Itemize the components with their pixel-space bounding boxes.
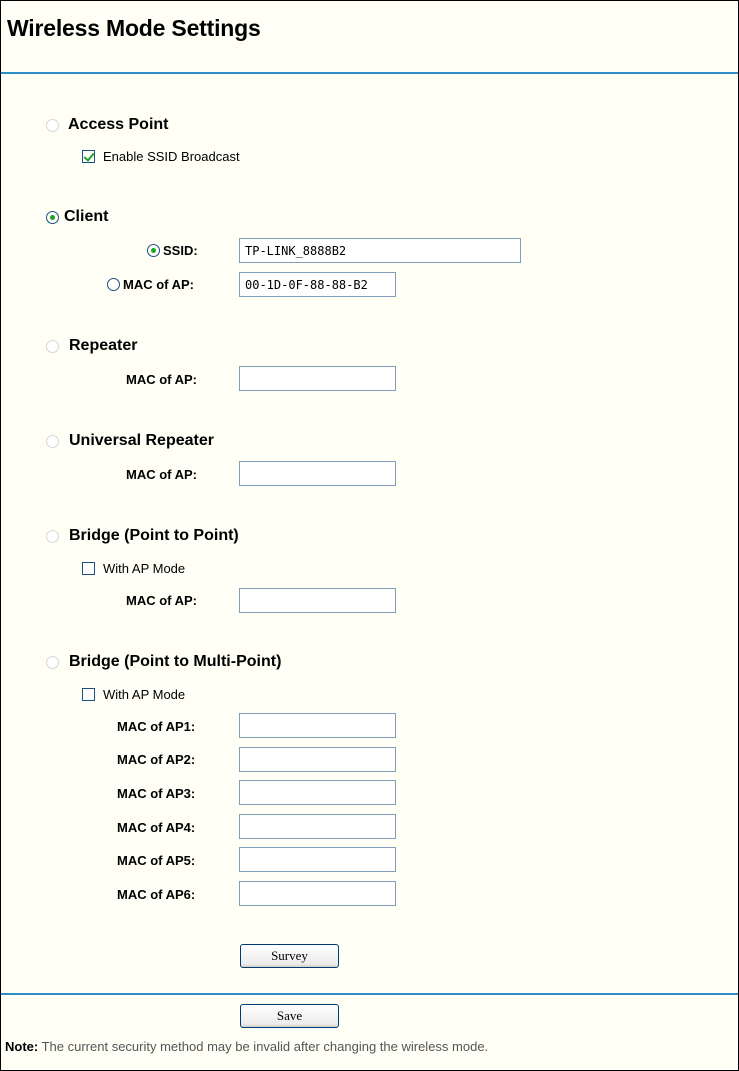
ssid-label: SSID:: [163, 243, 198, 258]
client-radio[interactable]: [46, 211, 59, 224]
universal-repeater-mac-input[interactable]: [239, 461, 396, 486]
p2mp-mac5-label: MAC of AP5:: [117, 853, 196, 868]
access-point-label: Access Point: [68, 116, 169, 133]
ssid-input[interactable]: [239, 238, 521, 263]
repeater-mac-input[interactable]: [239, 366, 396, 391]
p2mp-mac4-input[interactable]: [239, 814, 396, 839]
enable-ssid-broadcast-label: Enable SSID Broadcast: [103, 149, 240, 164]
p2mp-mac6-input[interactable]: [239, 881, 396, 906]
bridge-p2p-label: Bridge (Point to Point): [69, 527, 239, 544]
p2mp-mac1-label: MAC of AP1:: [117, 719, 196, 734]
repeater-mac-label: MAC of AP:: [126, 372, 198, 387]
bridge-p2mp-ap-mode-checkbox[interactable]: [82, 688, 95, 701]
footer-divider: [1, 993, 738, 995]
note-text: The current security method may be invalid after changing the wireless mode.: [41, 1039, 489, 1054]
p2mp-mac2-label: MAC of AP2:: [117, 752, 196, 767]
access-point-radio[interactable]: [46, 119, 59, 132]
client-mac-label: MAC of AP:: [123, 277, 195, 292]
note: [5, 1039, 488, 1054]
header-divider: [1, 72, 738, 74]
page-title: Wireless Mode Settings: [7, 15, 261, 41]
universal-repeater-label: Universal Repeater: [69, 432, 214, 449]
bridge-p2p-ap-mode-label: With AP Mode: [103, 561, 186, 576]
client-label: Client: [64, 208, 109, 225]
universal-repeater-mac-label: MAC of AP:: [126, 467, 198, 482]
ssid-radio[interactable]: [147, 244, 160, 257]
universal-repeater-radio[interactable]: [46, 435, 59, 448]
repeater-label: Repeater: [69, 337, 138, 354]
bridge-p2mp-label: Bridge (Point to Multi-Point): [69, 653, 282, 670]
bridge-p2p-mac-input[interactable]: [239, 588, 396, 613]
note-label: Note:: [5, 1039, 39, 1054]
p2mp-mac3-input[interactable]: [239, 780, 396, 805]
save-button[interactable]: Save: [240, 1004, 339, 1028]
bridge-p2p-mac-label: MAC of AP:: [126, 593, 198, 608]
mac-of-ap-radio[interactable]: [107, 278, 120, 291]
bridge-p2mp-radio[interactable]: [46, 656, 59, 669]
p2mp-mac5-input[interactable]: [239, 847, 396, 872]
bridge-p2mp-ap-mode-label: With AP Mode: [103, 687, 186, 702]
survey-button[interactable]: Survey: [240, 944, 339, 968]
enable-ssid-broadcast-checkbox[interactable]: [82, 150, 95, 163]
p2mp-mac4-label: MAC of AP4:: [117, 820, 196, 835]
p2mp-mac6-label: MAC of AP6:: [117, 887, 196, 902]
bridge-p2p-ap-mode-checkbox[interactable]: [82, 562, 95, 575]
client-mac-input[interactable]: [239, 272, 396, 297]
p2mp-mac3-label: MAC of AP3:: [117, 786, 196, 801]
p2mp-mac2-input[interactable]: [239, 747, 396, 772]
bridge-p2p-radio[interactable]: [46, 530, 59, 543]
repeater-radio[interactable]: [46, 340, 59, 353]
p2mp-mac1-input[interactable]: [239, 713, 396, 738]
